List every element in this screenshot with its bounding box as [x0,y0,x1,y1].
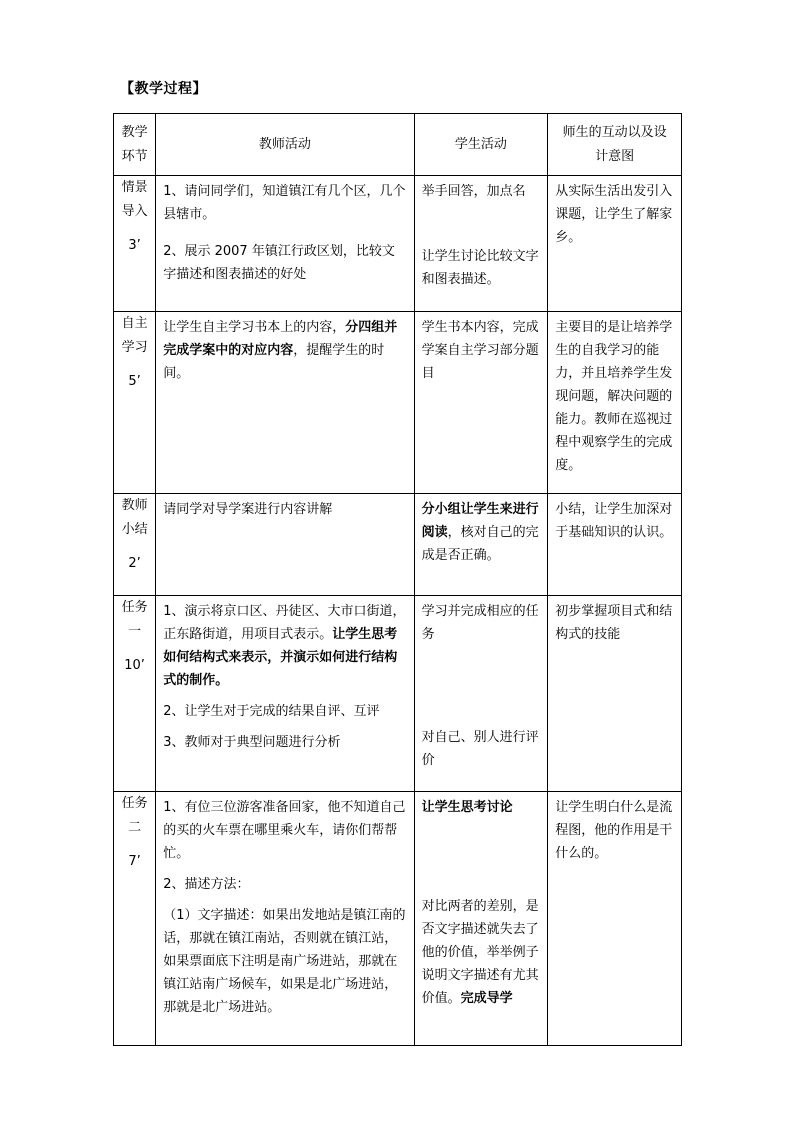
design-intent-cell [548,596,682,792]
design-intent-text: 小结，让学生加深对于基础知识的认识。 [555,502,673,540]
stage-name: 任务二 [121,796,148,835]
section-heading: 【教学过程】 [120,81,207,97]
student-activity-text: 举手回答，加点名 [421,184,526,199]
teacher-activity-text: 1、有位三位游客准备回家，他不知道自己的买的火车票在哪里乘火车，请你们帮帮忙。 [163,800,406,861]
stage-time: 2’ [128,556,141,571]
student-activity-text: 对比两者的差别，是否文字描述就失去了他的价值，举举例子说明文字描述有尤其价值。完成导学 [421,899,539,1006]
design-intent-cell [548,494,682,596]
table-row [114,312,682,494]
teacher-activity-text: 1、请问同学们，知道镇江有几个区，几个县辖市。 [163,184,406,222]
stage-cell [114,312,156,494]
table-row [114,792,682,1046]
stage-name: 任务一 [121,600,148,639]
stage-name: 情景导入 [121,180,148,219]
design-intent-text: 主要目的是让培养学生的自我学习的能力，并且培养学生发现问题，解决问题的能力。教师在巡视过程中观察学生的完成度。 [555,320,673,473]
student-activity-heading: 让学生思考讨论 [421,800,513,815]
student-activity-cell [414,494,548,596]
stage-time: 7’ [128,854,141,869]
teacher-activity-text: （1）文字描述：如果出发地站是镇江南的话，那就在镇江南站，否则就在镇江站，如果票面底下注明是南广场进站，那就在镇江站南广场候车，如果是北广场进站，那就是北广场进站。 [163,908,406,1015]
table-header-row [114,114,682,176]
stage-time: 3’ [128,238,141,253]
student-activity-cell [414,176,548,312]
teacher-activity-cell [156,312,414,494]
student-activity-text: 让学生讨论比较文字和图表描述。 [421,249,539,287]
teacher-activity-text: 1、演示将京口区、丹徒区、大市口街道，正东路街道，用项目式表示。让学生思考如何结构式来表示，并演示如何进行结构式的制作。 [163,604,406,688]
stage-cell [114,596,156,792]
stage-name: 教师小结 [121,498,148,537]
student-activity-cell [414,792,548,1046]
student-activity-text: 学习并完成相应的任务 [421,604,539,642]
teaching-process-table [113,113,682,1046]
teacher-activity-cell [156,596,414,792]
design-intent-text: 初步掌握项目式和结构式的技能 [555,604,673,642]
teacher-activity-text: 让学生自主学习书本上的内容，分四组并完成学案中的对应内容，提醒学生的时间。 [163,320,398,381]
teacher-activity-text: 2、描述方法： [163,877,250,892]
stage-name: 自主学习 [121,316,148,355]
stage-cell [114,792,156,1046]
header-design: 师生的互动以及设计意图 [548,114,682,176]
student-activity-cell [414,596,548,792]
table-row [114,494,682,596]
student-activity-cell [414,312,548,494]
teacher-activity-text: 2、展示 2007 年镇江行政区划，比较文字描述和图表描述的好处 [163,244,395,282]
table-row [114,176,682,312]
design-intent-text: 从实际生活出发引入课题，让学生了解家乡。 [555,184,673,245]
stage-cell [114,176,156,312]
stage-time: 5’ [128,374,141,389]
teacher-activity-text: 3、教师对于典型问题进行分析 [163,735,341,750]
table-row [114,596,682,792]
design-intent-text: 让学生明白什么是流程图，他的作用是干什么的。 [555,800,673,861]
design-intent-cell [548,176,682,312]
student-activity-text: 对自己、别人进行评价 [421,730,539,768]
header-teacher: 教师活动 [156,114,414,176]
teacher-activity-cell [156,792,414,1046]
teacher-activity-cell [156,494,414,596]
stage-cell [114,494,156,596]
header-student: 学生活动 [414,114,548,176]
header-stage: 教学环节 [114,114,156,176]
teacher-activity-cell [156,176,414,312]
design-intent-cell [548,312,682,494]
teacher-activity-text: 请同学对导学案进行内容讲解 [163,502,333,517]
teacher-activity-text: 2、让学生对于完成的结果自评、互评 [163,704,380,719]
design-intent-cell [548,792,682,1046]
stage-time: 10’ [124,658,145,673]
student-activity-text: 学生书本内容，完成学案自主学习部分题目 [421,320,539,381]
student-activity-text: 分小组让学生来进行阅读，核对自己的完成是否正确。 [421,502,539,563]
